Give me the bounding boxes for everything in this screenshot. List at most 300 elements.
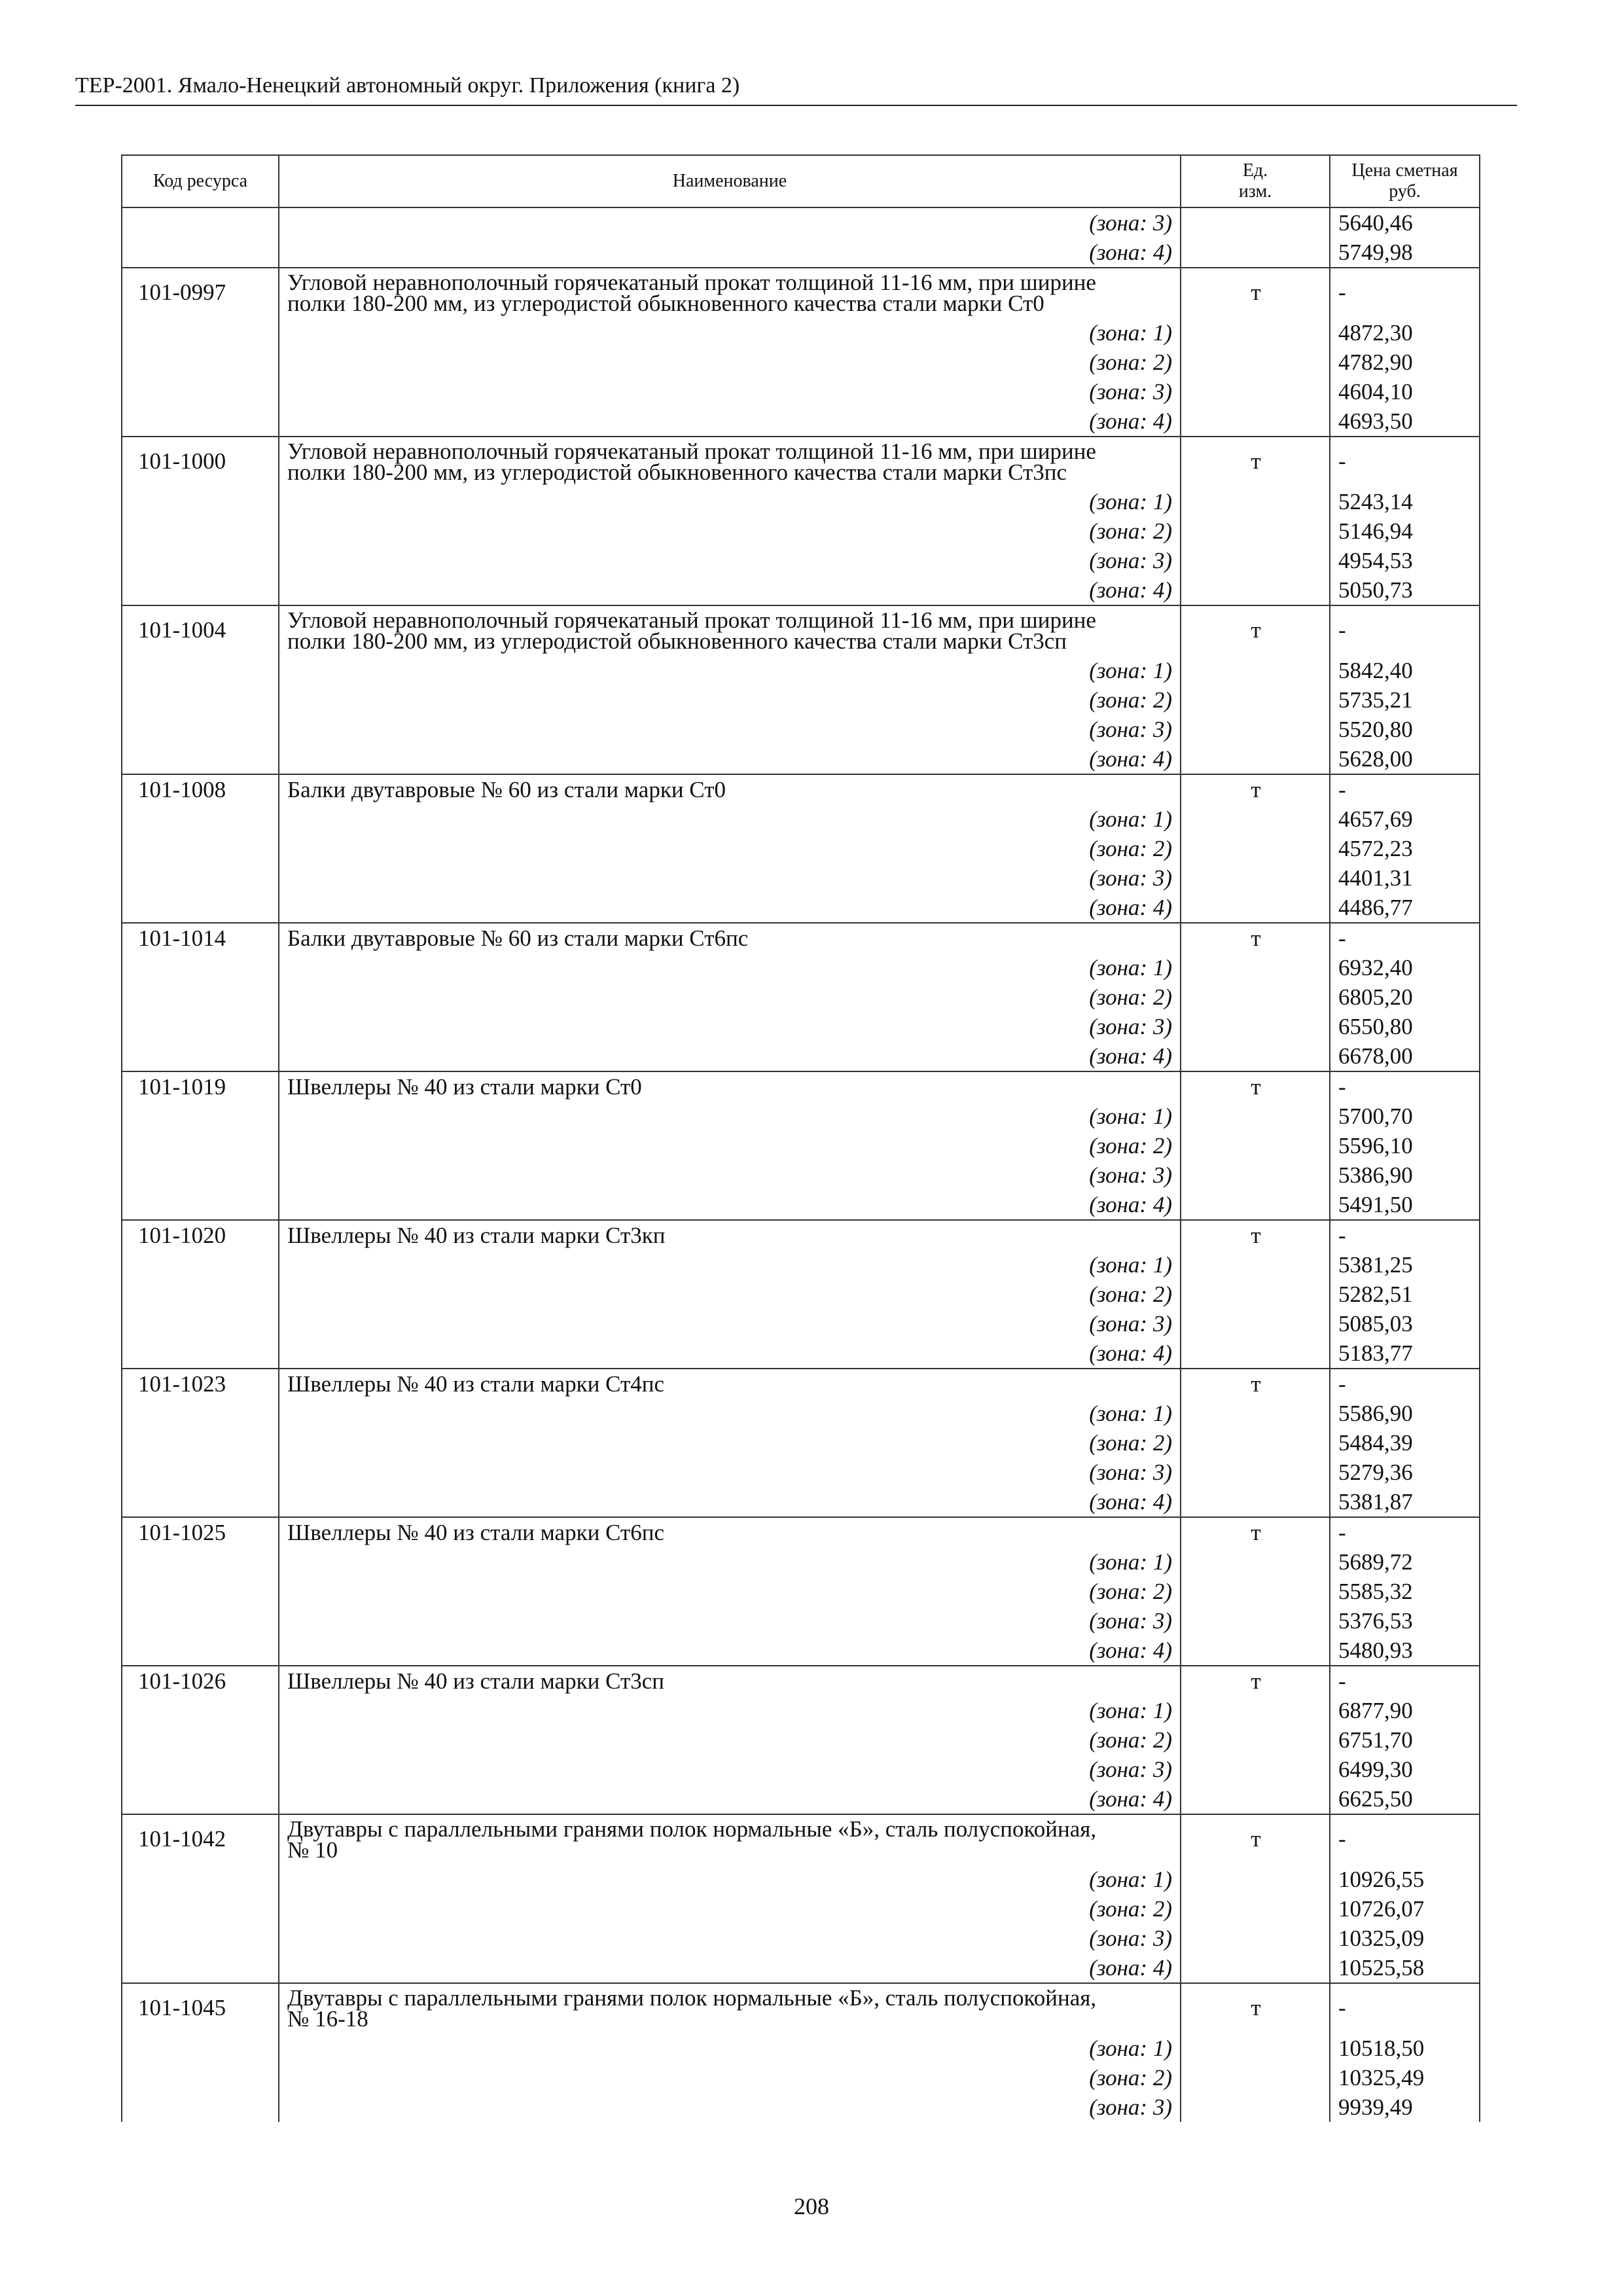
zone-code-cell bbox=[122, 1280, 279, 1309]
zone-price: 4401,31 bbox=[1330, 863, 1480, 893]
zone-code-cell bbox=[122, 1953, 279, 1983]
resource-code: 101-1020 bbox=[122, 1220, 279, 1250]
zone-unit-cell bbox=[1181, 953, 1330, 982]
zone-code-cell bbox=[122, 348, 279, 377]
resource-row bbox=[122, 774, 1480, 804]
zone-unit-cell bbox=[1181, 1012, 1330, 1041]
zone-row bbox=[122, 1924, 1480, 1953]
header-price bbox=[1330, 155, 1480, 207]
resource-name bbox=[279, 1369, 1181, 1399]
zone-row bbox=[122, 1428, 1480, 1458]
zone-code-cell bbox=[122, 1924, 279, 1953]
resource-name bbox=[279, 437, 1181, 487]
resource-base-price: - bbox=[1330, 1666, 1480, 1696]
zone-label: (зона: 3) bbox=[279, 1309, 1181, 1338]
zone-label: (зона: 1) bbox=[279, 487, 1181, 516]
zone-code-cell bbox=[122, 1338, 279, 1369]
zone-code-cell bbox=[122, 546, 279, 575]
zone-unit-cell bbox=[1181, 982, 1330, 1012]
zone-code-cell bbox=[122, 715, 279, 744]
resource-name bbox=[279, 1517, 1181, 1547]
zone-unit-cell bbox=[1181, 1865, 1330, 1894]
zone-price: 5842,40 bbox=[1330, 656, 1480, 685]
zone-label: (зона: 4) bbox=[279, 1953, 1181, 1983]
resource-base-price: - bbox=[1330, 437, 1480, 487]
zone-row bbox=[122, 1547, 1480, 1577]
zone-label: (зона: 4) bbox=[279, 1338, 1181, 1369]
header-rule bbox=[75, 105, 1517, 106]
zone-row bbox=[122, 982, 1480, 1012]
zone-price: 5282,51 bbox=[1330, 1280, 1480, 1309]
zone-code-cell bbox=[122, 893, 279, 923]
resource-unit: т bbox=[1181, 605, 1330, 656]
zone-row bbox=[122, 1696, 1480, 1725]
zone-unit-cell bbox=[1181, 377, 1330, 406]
zone-label: (зона: 1) bbox=[279, 656, 1181, 685]
resource-name-line: Швеллеры № 40 из стали марки Ст3кп bbox=[287, 1223, 666, 1248]
zone-price: 5381,25 bbox=[1330, 1250, 1480, 1280]
zone-code-cell bbox=[122, 1309, 279, 1338]
zone-label: (зона: 4) bbox=[279, 1784, 1181, 1814]
zone-label: (зона: 3) bbox=[279, 863, 1181, 893]
zone-row bbox=[122, 1250, 1480, 1280]
resource-row bbox=[122, 1220, 1480, 1250]
zone-label: (зона: 1) bbox=[279, 318, 1181, 348]
zone-row bbox=[122, 744, 1480, 774]
zone-code-cell bbox=[122, 953, 279, 982]
zone-price: 4486,77 bbox=[1330, 893, 1480, 923]
zone-unit-cell bbox=[1181, 804, 1330, 834]
zone-row bbox=[122, 1458, 1480, 1487]
zone-unit-cell bbox=[1181, 863, 1330, 893]
resource-code: 101-1042 bbox=[122, 1814, 279, 1865]
zone-code-cell bbox=[122, 1487, 279, 1517]
zone-row bbox=[122, 2092, 1480, 2122]
header-unit-line2: изм. bbox=[1238, 181, 1272, 202]
zone-label: (зона: 1) bbox=[279, 1102, 1181, 1131]
zone-code-cell bbox=[122, 575, 279, 605]
zone-code-cell bbox=[122, 1458, 279, 1487]
zone-row bbox=[122, 2034, 1480, 2063]
zone-label: (зона: 4) bbox=[279, 238, 1181, 268]
resource-unit: т bbox=[1181, 1517, 1330, 1547]
resource-name-line: Швеллеры № 40 из стали марки Ст0 bbox=[287, 1074, 642, 1100]
zone-price: 5689,72 bbox=[1330, 1547, 1480, 1577]
resource-row bbox=[122, 1983, 1480, 2034]
zone-unit-cell bbox=[1181, 2063, 1330, 2092]
resource-name-line: Балки двутавровые № 60 из стали марки Ст6пс bbox=[287, 925, 749, 951]
zone-unit-cell bbox=[1181, 1924, 1330, 1953]
zone-label: (зона: 2) bbox=[279, 1725, 1181, 1755]
zone-code-cell bbox=[122, 1547, 279, 1577]
zone-unit-cell bbox=[1181, 1894, 1330, 1924]
zone-label: (зона: 1) bbox=[279, 804, 1181, 834]
zone-label: (зона: 3) bbox=[279, 1012, 1181, 1041]
resource-base-price: - bbox=[1330, 268, 1480, 318]
zone-row bbox=[122, 575, 1480, 605]
zone-code-cell bbox=[122, 516, 279, 546]
header-code: Код ресурса bbox=[122, 155, 279, 207]
zone-price: 5700,70 bbox=[1330, 1102, 1480, 1131]
zone-row bbox=[122, 1309, 1480, 1338]
zone-unit-cell bbox=[1181, 1041, 1330, 1071]
zone-label: (зона: 3) bbox=[279, 1160, 1181, 1190]
resource-base-price: - bbox=[1330, 774, 1480, 804]
zone-unit-cell bbox=[1181, 1458, 1330, 1487]
zone-unit-cell bbox=[1181, 834, 1330, 863]
zone-label: (зона: 3) bbox=[279, 207, 1181, 238]
resource-name-line: Двутавры с параллельными гранями полок нормальные «Б», сталь полуспокойная, bbox=[287, 1816, 1097, 1842]
resource-name-line: Двутавры с параллельными гранями полок нормальные «Б», сталь полуспокойная, bbox=[287, 1985, 1097, 2011]
zone-price: 5386,90 bbox=[1330, 1160, 1480, 1190]
zone-row bbox=[122, 1280, 1480, 1309]
zone-row bbox=[122, 1160, 1480, 1190]
zone-unit-cell bbox=[1181, 1338, 1330, 1369]
zone-row bbox=[122, 1865, 1480, 1894]
zone-code-cell bbox=[122, 1102, 279, 1131]
zone-price: 5381,87 bbox=[1330, 1487, 1480, 1517]
zone-price: 5085,03 bbox=[1330, 1309, 1480, 1338]
zone-row bbox=[122, 1487, 1480, 1517]
zone-price: 6499,30 bbox=[1330, 1755, 1480, 1784]
zone-row bbox=[122, 406, 1480, 437]
zone-row bbox=[122, 685, 1480, 715]
zone-code-cell bbox=[122, 1428, 279, 1458]
resource-unit: т bbox=[1181, 774, 1330, 804]
zone-row bbox=[122, 1953, 1480, 1983]
zone-unit-cell bbox=[1181, 1399, 1330, 1428]
zone-unit-cell bbox=[1181, 1160, 1330, 1190]
zone-code-cell bbox=[122, 744, 279, 774]
zone-price: 10518,50 bbox=[1330, 2034, 1480, 2063]
resource-code: 101-1014 bbox=[122, 923, 279, 953]
zone-unit-cell bbox=[1181, 1250, 1330, 1280]
zone-label: (зона: 4) bbox=[279, 406, 1181, 437]
page-number: 208 bbox=[794, 2193, 829, 2219]
zone-price: 4657,69 bbox=[1330, 804, 1480, 834]
zone-price: 5735,21 bbox=[1330, 685, 1480, 715]
zone-code-cell bbox=[122, 1696, 279, 1725]
resource-base-price: - bbox=[1330, 1814, 1480, 1865]
zone-label: (зона: 2) bbox=[279, 1428, 1181, 1458]
resource-base-price: - bbox=[1330, 605, 1480, 656]
resource-base-price: - bbox=[1330, 1071, 1480, 1102]
resource-code: 101-1045 bbox=[122, 1983, 279, 2034]
resource-unit: т bbox=[1181, 437, 1330, 487]
zone-code-cell bbox=[122, 863, 279, 893]
zone-row bbox=[122, 487, 1480, 516]
zone-price: 5749,98 bbox=[1330, 238, 1480, 268]
zone-label: (зона: 2) bbox=[279, 1894, 1181, 1924]
zone-row bbox=[122, 1636, 1480, 1666]
zone-price: 5585,32 bbox=[1330, 1577, 1480, 1606]
zone-price: 10926,55 bbox=[1330, 1865, 1480, 1894]
zone-row bbox=[122, 1338, 1480, 1369]
zone-price: 6877,90 bbox=[1330, 1696, 1480, 1725]
resource-name-line: Угловой неравнополочный горячекатаный прокат толщиной 11-16 мм, при ширине bbox=[287, 270, 1096, 295]
table-body bbox=[122, 207, 1480, 2122]
resource-name-line: № 10 bbox=[287, 1837, 338, 1863]
zone-price: 4572,23 bbox=[1330, 834, 1480, 863]
zone-unit-cell bbox=[1181, 1725, 1330, 1755]
zone-row bbox=[122, 1012, 1480, 1041]
zone-unit-cell bbox=[1181, 1577, 1330, 1606]
zone-row bbox=[122, 546, 1480, 575]
zone-code-cell bbox=[122, 318, 279, 348]
header-price-line2: руб. bbox=[1389, 181, 1421, 202]
zone-unit-cell bbox=[1181, 1309, 1330, 1338]
zone-price: 5596,10 bbox=[1330, 1131, 1480, 1160]
zone-label: (зона: 2) bbox=[279, 516, 1181, 546]
zone-price: 4954,53 bbox=[1330, 546, 1480, 575]
zone-unit-cell bbox=[1181, 656, 1330, 685]
zone-unit-cell bbox=[1181, 1755, 1330, 1784]
zone-price: 10325,09 bbox=[1330, 1924, 1480, 1953]
resource-name-line: Швеллеры № 40 из стали марки Ст4пс bbox=[287, 1371, 665, 1397]
table-header-row bbox=[122, 155, 1480, 207]
zone-price: 10726,07 bbox=[1330, 1894, 1480, 1924]
zone-label: (зона: 3) bbox=[279, 1924, 1181, 1953]
zone-label: (зона: 1) bbox=[279, 1250, 1181, 1280]
resource-name-line: полки 180-200 мм, из углеродистой обыкновенного качества стали марки Ст3пс bbox=[287, 459, 1067, 485]
zone-unit-cell bbox=[1181, 406, 1330, 437]
resource-code: 101-1000 bbox=[122, 437, 279, 487]
zone-price: 4782,90 bbox=[1330, 348, 1480, 377]
zone-price: 5586,90 bbox=[1330, 1399, 1480, 1428]
resource-name-line: Балки двутавровые № 60 из стали марки Ст0 bbox=[287, 777, 726, 802]
resource-price-table bbox=[121, 154, 1480, 2122]
zone-unit-cell bbox=[1181, 1190, 1330, 1220]
zone-row bbox=[122, 893, 1480, 923]
zone-row bbox=[122, 804, 1480, 834]
header-unit bbox=[1181, 155, 1330, 207]
zone-code-cell bbox=[122, 1865, 279, 1894]
zone-unit-cell bbox=[1181, 744, 1330, 774]
zone-price: 5640,46 bbox=[1330, 207, 1480, 238]
zone-code-cell bbox=[122, 1894, 279, 1924]
resource-name bbox=[279, 923, 1181, 953]
zone-label: (зона: 2) bbox=[279, 982, 1181, 1012]
resource-unit: т bbox=[1181, 1666, 1330, 1696]
zone-price: 6550,80 bbox=[1330, 1012, 1480, 1041]
zone-label: (зона: 2) bbox=[279, 834, 1181, 863]
zone-unit-cell bbox=[1181, 1428, 1330, 1458]
zone-price: 5243,14 bbox=[1330, 487, 1480, 516]
zone-price: 5279,36 bbox=[1330, 1458, 1480, 1487]
zone-code-cell bbox=[122, 834, 279, 863]
zone-price: 5183,77 bbox=[1330, 1338, 1480, 1369]
zone-code-cell bbox=[122, 1577, 279, 1606]
zone-row bbox=[122, 715, 1480, 744]
zone-unit-cell bbox=[1181, 516, 1330, 546]
zone-code-cell bbox=[122, 1725, 279, 1755]
resource-row bbox=[122, 1071, 1480, 1102]
resource-name bbox=[279, 1814, 1181, 1865]
zone-label: (зона: 1) bbox=[279, 1547, 1181, 1577]
zone-row bbox=[122, 1784, 1480, 1814]
zone-unit-cell bbox=[1181, 715, 1330, 744]
resource-name bbox=[279, 605, 1181, 656]
zone-price: 5050,73 bbox=[1330, 575, 1480, 605]
zone-label: (зона: 3) bbox=[279, 546, 1181, 575]
zone-code-cell bbox=[122, 2092, 279, 2122]
zone-row bbox=[122, 834, 1480, 863]
resource-code: 101-0997 bbox=[122, 268, 279, 318]
zone-price: 5628,00 bbox=[1330, 744, 1480, 774]
zone-code-cell bbox=[122, 1399, 279, 1428]
resource-name-line: Швеллеры № 40 из стали марки Ст3сп bbox=[287, 1668, 665, 1694]
zone-label: (зона: 2) bbox=[279, 1131, 1181, 1160]
header-price-line1: Цена сметная bbox=[1351, 160, 1458, 181]
zone-unit-cell bbox=[1181, 348, 1330, 377]
zone-price: 5376,53 bbox=[1330, 1606, 1480, 1636]
zone-label: (зона: 1) bbox=[279, 1399, 1181, 1428]
zone-label: (зона: 4) bbox=[279, 1041, 1181, 1071]
resource-row bbox=[122, 1369, 1480, 1399]
zone-unit-cell bbox=[1181, 1953, 1330, 1983]
zone-label: (зона: 2) bbox=[279, 1280, 1181, 1309]
zone-code-cell bbox=[122, 487, 279, 516]
resource-code: 101-1026 bbox=[122, 1666, 279, 1696]
resource-name-line: Угловой неравнополочный горячекатаный прокат толщиной 11-16 мм, при ширине bbox=[287, 607, 1096, 633]
resource-unit: т bbox=[1181, 268, 1330, 318]
zone-unit-cell bbox=[1181, 575, 1330, 605]
zone-row bbox=[122, 1102, 1480, 1131]
zone-unit-cell bbox=[1181, 2034, 1330, 2063]
zone-unit-cell bbox=[1181, 238, 1330, 268]
zone-code-cell bbox=[122, 656, 279, 685]
zone-price: 6805,20 bbox=[1330, 982, 1480, 1012]
zone-code-cell bbox=[122, 2034, 279, 2063]
zone-label: (зона: 1) bbox=[279, 953, 1181, 982]
zone-label: (зона: 4) bbox=[279, 575, 1181, 605]
zone-label: (зона: 4) bbox=[279, 893, 1181, 923]
zone-unit-cell bbox=[1181, 1696, 1330, 1725]
zone-code-cell bbox=[122, 1784, 279, 1814]
zone-label: (зона: 3) bbox=[279, 1458, 1181, 1487]
zone-unit-cell bbox=[1181, 1131, 1330, 1160]
running-header: ТЕР-2001. Ямало-Ненецкий автономный округ. Приложения (книга 2) bbox=[75, 73, 740, 98]
zone-label: (зона: 3) bbox=[279, 2092, 1181, 2122]
resource-code: 101-1004 bbox=[122, 605, 279, 656]
zone-label: (зона: 4) bbox=[279, 1636, 1181, 1666]
zone-label: (зона: 2) bbox=[279, 1577, 1181, 1606]
header-name: Наименование bbox=[279, 155, 1181, 207]
zone-code-cell bbox=[122, 804, 279, 834]
zone-row bbox=[122, 1755, 1480, 1784]
resource-code: 101-1025 bbox=[122, 1517, 279, 1547]
resource-name bbox=[279, 1983, 1181, 2034]
resource-base-price: - bbox=[1330, 1220, 1480, 1250]
zone-label: (зона: 4) bbox=[279, 1487, 1181, 1517]
zone-row bbox=[122, 348, 1480, 377]
zone-row bbox=[122, 238, 1480, 268]
zone-row bbox=[122, 1725, 1480, 1755]
zone-label: (зона: 3) bbox=[279, 377, 1181, 406]
zone-label: (зона: 2) bbox=[279, 2063, 1181, 2092]
resource-name bbox=[279, 1220, 1181, 1250]
zone-code-cell bbox=[122, 2063, 279, 2092]
zone-label: (зона: 1) bbox=[279, 1696, 1181, 1725]
resource-row bbox=[122, 923, 1480, 953]
resource-base-price: - bbox=[1330, 1369, 1480, 1399]
resource-row bbox=[122, 268, 1480, 318]
zone-unit-cell bbox=[1181, 487, 1330, 516]
zone-row bbox=[122, 1190, 1480, 1220]
zone-price: 5491,50 bbox=[1330, 1190, 1480, 1220]
zone-price: 9939,49 bbox=[1330, 2092, 1480, 2122]
zone-price: 6751,70 bbox=[1330, 1725, 1480, 1755]
zone-code-cell bbox=[122, 685, 279, 715]
resource-name bbox=[279, 1666, 1181, 1696]
zone-row bbox=[122, 2063, 1480, 2092]
resource-unit: т bbox=[1181, 1220, 1330, 1250]
resource-name-line: полки 180-200 мм, из углеродистой обыкновенного качества стали марки Ст3сп bbox=[287, 628, 1067, 654]
zone-label: (зона: 1) bbox=[279, 1865, 1181, 1894]
zone-price: 5484,39 bbox=[1330, 1428, 1480, 1458]
zone-code-cell bbox=[122, 406, 279, 437]
resource-row bbox=[122, 1517, 1480, 1547]
zone-row bbox=[122, 318, 1480, 348]
zone-label: (зона: 3) bbox=[279, 715, 1181, 744]
zone-label: (зона: 3) bbox=[279, 1755, 1181, 1784]
zone-price: 6932,40 bbox=[1330, 953, 1480, 982]
header-unit-line1: Ед. bbox=[1242, 160, 1268, 181]
zone-unit-cell bbox=[1181, 546, 1330, 575]
zone-row bbox=[122, 656, 1480, 685]
zone-unit-cell bbox=[1181, 1280, 1330, 1309]
zone-unit-cell bbox=[1181, 685, 1330, 715]
zone-row bbox=[122, 1399, 1480, 1428]
zone-row bbox=[122, 1131, 1480, 1160]
zone-unit-cell bbox=[1181, 1606, 1330, 1636]
resource-base-price: - bbox=[1330, 1983, 1480, 2034]
zone-price: 5146,94 bbox=[1330, 516, 1480, 546]
zone-price: 5480,93 bbox=[1330, 1636, 1480, 1666]
resource-row bbox=[122, 1814, 1480, 1865]
zone-unit-cell bbox=[1181, 1784, 1330, 1814]
zone-code-cell bbox=[122, 1041, 279, 1071]
zone-row bbox=[122, 1041, 1480, 1071]
zone-code-cell bbox=[122, 1755, 279, 1784]
resource-name bbox=[279, 774, 1181, 804]
zone-row bbox=[122, 377, 1480, 406]
resource-name bbox=[279, 1071, 1181, 1102]
zone-unit-cell bbox=[1181, 2092, 1330, 2122]
zone-code-cell bbox=[122, 982, 279, 1012]
resource-code: 101-1008 bbox=[122, 774, 279, 804]
zone-price: 6678,00 bbox=[1330, 1041, 1480, 1071]
zone-unit-cell bbox=[1181, 1102, 1330, 1131]
zone-label: (зона: 3) bbox=[279, 1606, 1181, 1636]
zone-code-cell bbox=[122, 207, 279, 238]
zone-price: 6625,50 bbox=[1330, 1784, 1480, 1814]
resource-unit: т bbox=[1181, 1369, 1330, 1399]
zone-price: 4693,50 bbox=[1330, 406, 1480, 437]
resource-unit: т bbox=[1181, 1071, 1330, 1102]
zone-unit-cell bbox=[1181, 1636, 1330, 1666]
zone-unit-cell bbox=[1181, 1547, 1330, 1577]
zone-row bbox=[122, 1577, 1480, 1606]
zone-unit-cell bbox=[1181, 207, 1330, 238]
resource-unit: т bbox=[1181, 1983, 1330, 2034]
zone-code-cell bbox=[122, 1012, 279, 1041]
zone-price: 10525,58 bbox=[1330, 1953, 1480, 1983]
resource-row bbox=[122, 1666, 1480, 1696]
zone-row bbox=[122, 207, 1480, 238]
zone-row bbox=[122, 953, 1480, 982]
zone-price: 4872,30 bbox=[1330, 318, 1480, 348]
